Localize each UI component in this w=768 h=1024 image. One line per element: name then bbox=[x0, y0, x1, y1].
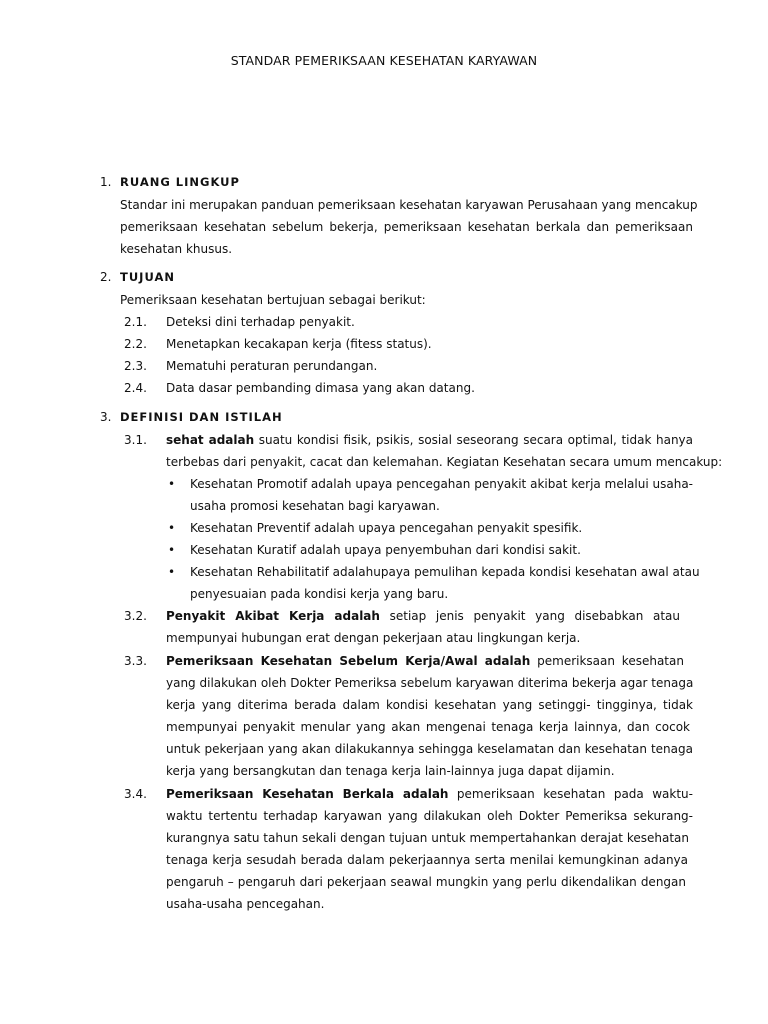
definition-line bbox=[166, 433, 693, 447]
item-number: 2.3. bbox=[124, 359, 147, 373]
section-heading: TUJUAN bbox=[120, 270, 175, 284]
bullet-icon: • bbox=[168, 565, 176, 579]
definition-term: Penyakit Akibat Kerja adalah bbox=[166, 609, 380, 623]
definition-line: kerja yang diterima berada dalam kondisi kesehatan yang setinggi- tingginya, tidak bbox=[166, 698, 693, 712]
bullet-line: Kesehatan Rehabilitatif adalahupaya pemulihan kepada kondisi kesehatan awal atau bbox=[190, 565, 700, 579]
definition-line: terbebas dari penyakit, cacat dan kelemahan. Kegiatan Kesehatan secara umum mencakup: bbox=[166, 455, 723, 469]
definition-line: tenaga kerja sesudah berada dalam pekerjaannya serta menilai kemungkinan adanya bbox=[166, 853, 688, 867]
item-number: 2.2. bbox=[124, 337, 147, 351]
bullet-icon: • bbox=[168, 477, 176, 491]
section-heading: RUANG LINGKUP bbox=[120, 175, 240, 189]
paragraph-line: Standar ini merupakan panduan pemeriksaan kesehatan karyawan Perusahaan yang mencakup bbox=[120, 198, 698, 212]
bullet-line: penyesuaian pada kondisi kerja yang baru. bbox=[190, 587, 449, 601]
definition-line: mempunyai penyakit menular yang akan mengenai tenaga kerja lainnya, dan cocok bbox=[166, 720, 690, 734]
definition-text: pemeriksaan kesehatan pada waktu- bbox=[456, 787, 693, 801]
definition-line: kerja yang bersangkutan dan tenaga kerja lain-lainnya juga dapat dijamin. bbox=[166, 764, 615, 778]
item-number: 2.4. bbox=[124, 381, 147, 395]
paragraph-line: Pemeriksaan kesehatan bertujuan sebagai berikut: bbox=[120, 293, 426, 307]
bullet-line: Kesehatan Promotif adalah upaya pencegahan penyakit akibat kerja melalui usaha- bbox=[190, 477, 693, 491]
definition-term: Pemeriksaan Kesehatan Sebelum Kerja/Awal adalah bbox=[166, 654, 531, 668]
item-number: 3.2. bbox=[124, 609, 147, 623]
definition-line bbox=[166, 654, 684, 668]
item-number: 3.3. bbox=[124, 654, 147, 668]
definition-line: pengaruh – pengaruh dari pekerjaan seawal mungkin yang perlu dikendalikan dengan bbox=[166, 875, 686, 889]
definition-text: suatu kondisi fisik, psikis, sosial seseorang secara optimal, tidak hanya bbox=[258, 433, 694, 447]
definition-line: waktu tertentu terhadap karyawan yang dilakukan oleh Dokter Pemeriksa sekurang- bbox=[166, 809, 693, 823]
definition-line: untuk pekerjaan yang akan dilakukannya sehingga keselamatan dan kesehatan tenaga bbox=[166, 742, 693, 756]
definition-text: setiap jenis penyakit yang disebabkan atau bbox=[389, 609, 680, 623]
paragraph-line: kesehatan khusus. bbox=[120, 242, 233, 256]
list-item: Deteksi dini terhadap penyakit. bbox=[166, 315, 355, 329]
definition-line: kurangnya satu tahun sekali dengan tujuan untuk mempertahankan derajat kesehatan bbox=[166, 831, 689, 845]
bullet-line: Kesehatan Preventif adalah upaya pencegahan penyakit spesifik. bbox=[190, 521, 583, 535]
paragraph-line: pemeriksaan kesehatan sebelum bekerja, pemeriksaan kesehatan berkala dan pemeriksaan bbox=[120, 220, 693, 234]
item-number: 3.1. bbox=[124, 433, 147, 447]
bullet-line: usaha promosi kesehatan bagi karyawan. bbox=[190, 499, 440, 513]
bullet-line: Kesehatan Kuratif adalah upaya penyembuhan dari kondisi sakit. bbox=[190, 543, 581, 557]
section-number: 2. bbox=[100, 270, 112, 284]
section-number: 1. bbox=[100, 175, 112, 189]
definition-line bbox=[166, 787, 693, 801]
definition-line: usaha-usaha pencegahan. bbox=[166, 897, 325, 911]
definition-text: pemeriksaan kesehatan bbox=[537, 654, 684, 668]
definition-term: Pemeriksaan Kesehatan Berkala adalah bbox=[166, 787, 449, 801]
section-number: 3. bbox=[100, 410, 112, 424]
bullet-icon: • bbox=[168, 521, 176, 535]
definition-line: yang dilakukan oleh Dokter Pemeriksa sebelum karyawan diterima bekerja agar tenaga bbox=[166, 676, 694, 690]
item-number: 3.4. bbox=[124, 787, 147, 801]
list-item: Data dasar pembanding dimasa yang akan datang. bbox=[166, 381, 475, 395]
list-item: Mematuhi peraturan perundangan. bbox=[166, 359, 378, 373]
bullet-icon: • bbox=[168, 543, 176, 557]
definition-line bbox=[166, 609, 680, 623]
definition-term: sehat adalah bbox=[166, 433, 255, 447]
document-title: STANDAR PEMERIKSAAN KESEHATAN KARYAWAN bbox=[230, 53, 538, 68]
section-heading: DEFINISI DAN ISTILAH bbox=[120, 410, 283, 424]
item-number: 2.1. bbox=[124, 315, 147, 329]
definition-line: mempunyai hubungan erat dengan pekerjaan atau lingkungan kerja. bbox=[166, 631, 581, 645]
list-item: Menetapkan kecakapan kerja (fitess status). bbox=[166, 337, 432, 351]
